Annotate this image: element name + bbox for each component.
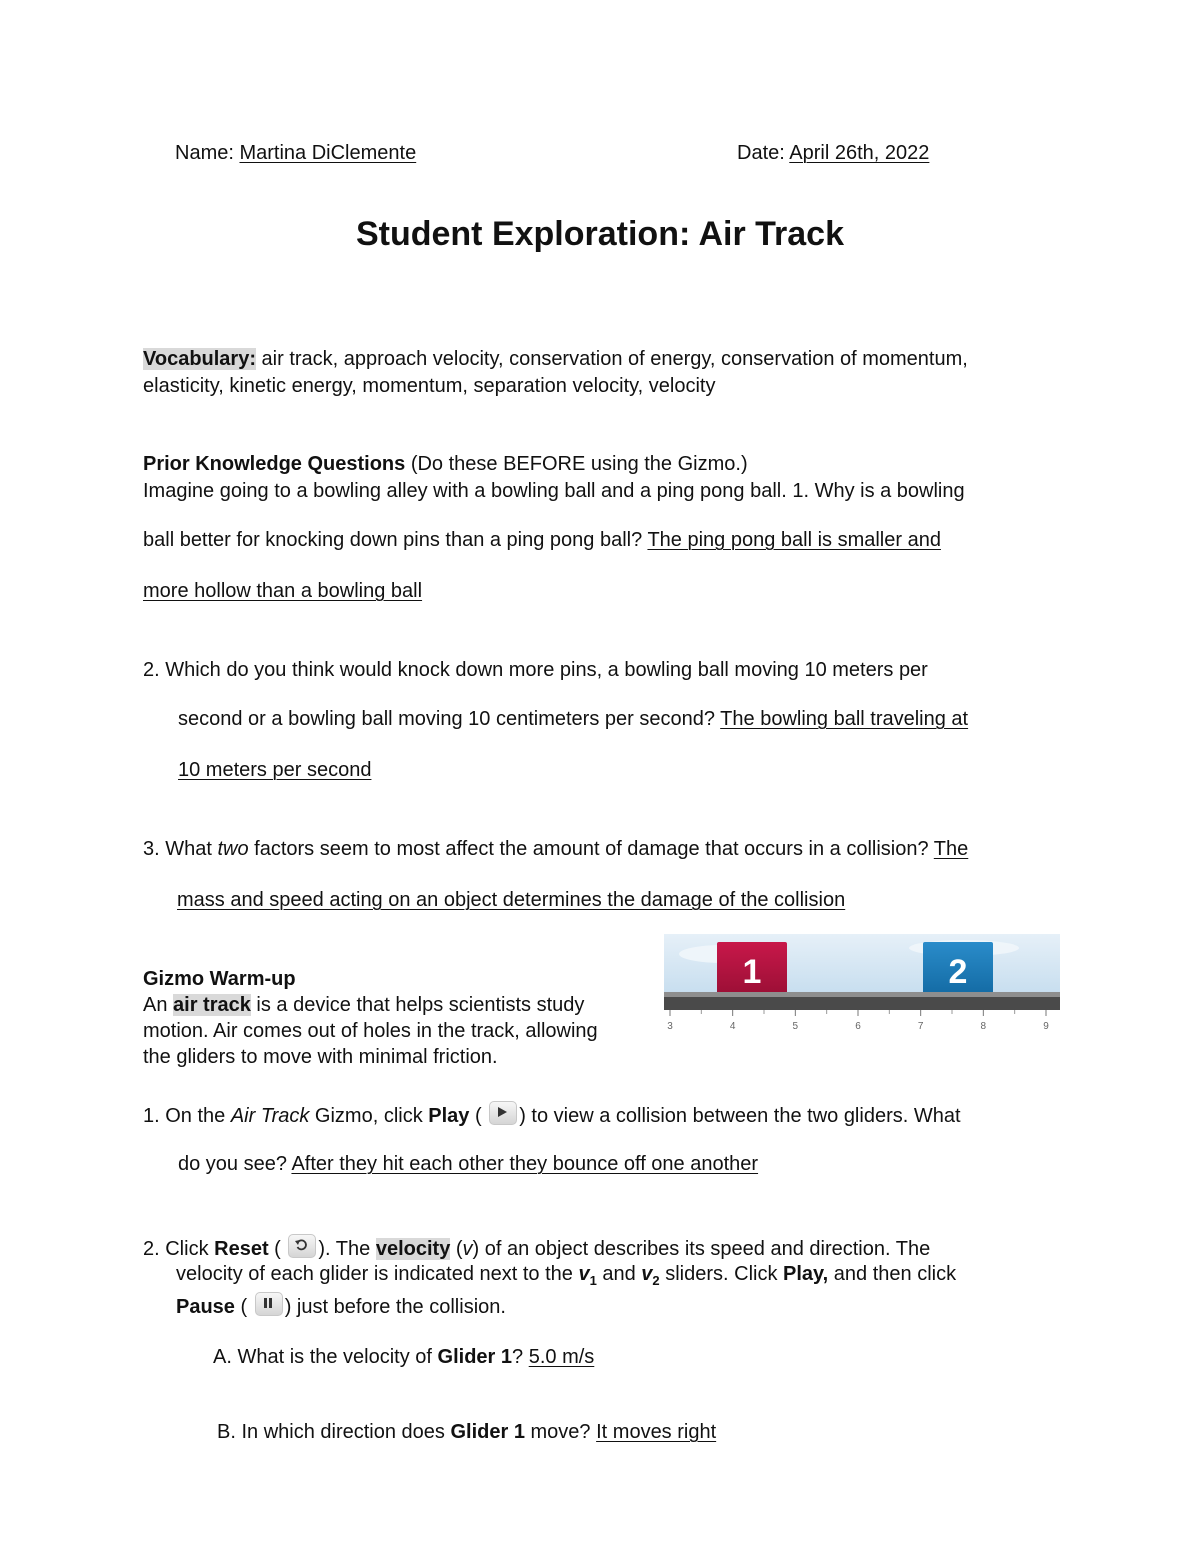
prior-q1-text: ball better for knocking down pins than a ping pong ball? bbox=[143, 529, 648, 551]
prior-q3-pre: 3. What bbox=[143, 838, 218, 860]
name-label: Name: bbox=[175, 142, 234, 164]
warmup-q1-pre: 1. On the bbox=[143, 1105, 231, 1127]
prior-q1-answer-b[interactable]: more hollow than a bowling ball bbox=[143, 580, 423, 602]
ruler-tick-label: 4 bbox=[729, 1021, 736, 1032]
vocabulary-line-1 bbox=[143, 346, 968, 372]
warmup-q2-after: ) of an object describes its speed and direction. The bbox=[472, 1238, 931, 1260]
warmup-p-post: is a device that helps scientists study bbox=[250, 994, 585, 1016]
date-value[interactable]: April 26th, 2022 bbox=[789, 142, 930, 164]
warmup-q2-pause-open: ( bbox=[234, 1296, 248, 1318]
prior-q3-answer-a[interactable]: The bbox=[933, 838, 969, 860]
qb-post: move? bbox=[524, 1421, 597, 1443]
ruler-tick-label: 9 bbox=[1043, 1021, 1049, 1032]
warmup-q2-mid: ). The bbox=[318, 1238, 376, 1260]
warmup-paragraph-1 bbox=[143, 992, 584, 1018]
warmup-q1-line2: do you see? bbox=[178, 1153, 292, 1175]
warmup-q1-em: Air Track bbox=[230, 1105, 310, 1127]
warmup-q2-line-2 bbox=[176, 1261, 956, 1287]
ruler-tick-label: 6 bbox=[855, 1021, 861, 1032]
play-label-2: Play, bbox=[783, 1263, 829, 1285]
page-title: Student Exploration: Air Track bbox=[355, 215, 845, 253]
velocity-term: velocity bbox=[375, 1238, 451, 1260]
air-track-image bbox=[664, 934, 1060, 1038]
warmup-q2-and: and bbox=[596, 1263, 642, 1285]
warmup-q2-line2-pre: velocity of each glider is indicated next to the bbox=[176, 1263, 579, 1285]
warmup-p-pre: An bbox=[143, 994, 174, 1016]
name-line bbox=[175, 140, 416, 166]
prior-q2-answer-a[interactable]: The bowling ball traveling at bbox=[720, 708, 969, 730]
prior-q2-line-2 bbox=[178, 706, 968, 732]
ruler-tick-label: 3 bbox=[667, 1021, 673, 1032]
warmup-q2-pre: 2. Click bbox=[143, 1238, 215, 1260]
warmup-q2-line2-end: and then click bbox=[828, 1263, 957, 1285]
warmup-heading: Gizmo Warm-up bbox=[143, 968, 296, 990]
date-label: Date: bbox=[737, 142, 785, 164]
qb-answer[interactable]: It moves right bbox=[596, 1421, 717, 1443]
warmup-q1-line-1 bbox=[143, 1101, 961, 1129]
prior-q3-answer-b[interactable]: mass and speed acting on an object determines the damage of the collision bbox=[177, 889, 846, 911]
v-symbol: v bbox=[462, 1238, 473, 1260]
qa-q: ? bbox=[512, 1346, 529, 1368]
qa-answer[interactable]: 5.0 m/s bbox=[528, 1346, 595, 1368]
prior-q1-line-1: Imagine going to a bowling alley with a bowling ball and a ping pong ball. 1. Why is a bowling bbox=[143, 480, 965, 502]
warmup-q2-v-open: ( bbox=[450, 1238, 463, 1260]
prior-q1-answer-a[interactable]: The ping pong ball is smaller and bbox=[647, 529, 941, 551]
warmup-q2-line-1 bbox=[143, 1234, 930, 1262]
qb-pre: B. In which direction does bbox=[217, 1421, 451, 1443]
prior-heading: Prior Knowledge Questions bbox=[143, 453, 406, 475]
air-track-term: air track bbox=[173, 994, 251, 1016]
warmup-q2-line2-post: sliders. Click bbox=[659, 1263, 784, 1285]
warmup-q1-open: ( bbox=[469, 1105, 482, 1127]
qa-pre: A. What is the velocity of bbox=[213, 1346, 438, 1368]
prior-heading-line bbox=[143, 451, 748, 477]
prior-q3-line-1 bbox=[143, 836, 968, 862]
reset-icon[interactable] bbox=[288, 1234, 316, 1258]
warmup-q1-close: ) to view a collision between the two gliders. What bbox=[519, 1105, 961, 1127]
prior-q3-em: two bbox=[217, 838, 249, 860]
vocabulary-label: Vocabulary: bbox=[143, 348, 256, 370]
vocabulary-text-1: air track, approach velocity, conservation of energy, conservation of momentum, bbox=[256, 348, 968, 370]
reset-label: Reset bbox=[214, 1238, 269, 1260]
prior-q1-line-2 bbox=[143, 527, 941, 553]
date-line bbox=[737, 140, 929, 166]
v1-subscript: 1 bbox=[589, 1273, 597, 1288]
qb-glider: Glider 1 bbox=[450, 1421, 525, 1443]
warmup-q2-line3-post: ) just before the collision. bbox=[284, 1296, 506, 1318]
question-a bbox=[213, 1344, 594, 1370]
v2-symbol: v bbox=[641, 1263, 653, 1285]
warmup-paragraph-2: motion. Air comes out of holes in the track, allowing bbox=[143, 1020, 598, 1042]
ruler bbox=[664, 1010, 1060, 1038]
qa-glider: Glider 1 bbox=[437, 1346, 513, 1368]
ruler-tick-label: 8 bbox=[980, 1021, 987, 1032]
prior-q2-answer-b[interactable]: 10 meters per second bbox=[178, 759, 372, 781]
question-b bbox=[217, 1419, 716, 1445]
vocabulary-line-2: elasticity, kinetic energy, momentum, separation velocity, velocity bbox=[143, 375, 716, 397]
play-label: Play bbox=[428, 1105, 470, 1127]
prior-heading-note: (Do these BEFORE using the Gizmo.) bbox=[405, 453, 748, 475]
play-icon[interactable] bbox=[489, 1101, 517, 1125]
prior-q3-post: factors seem to most affect the amount of damage that occurs in a collision? bbox=[248, 838, 934, 860]
pause-label: Pause bbox=[176, 1296, 235, 1318]
warmup-paragraph-3: the gliders to move with minimal friction. bbox=[143, 1046, 498, 1068]
prior-q2-line-1: 2. Which do you think would knock down more pins, a bowling ball moving 10 meters per bbox=[143, 659, 928, 681]
prior-q2-text: second or a bowling ball moving 10 centimeters per second? bbox=[178, 708, 721, 730]
glider-2-label: 2 bbox=[948, 953, 968, 991]
warmup-q1-line-2 bbox=[178, 1151, 758, 1177]
name-value[interactable]: Martina DiClemente bbox=[239, 142, 417, 164]
v1-symbol: v bbox=[578, 1263, 590, 1285]
pause-icon[interactable] bbox=[255, 1292, 283, 1316]
warmup-q1-answer[interactable]: After they hit each other they bounce off one another bbox=[291, 1153, 759, 1175]
track-body bbox=[664, 997, 1060, 1010]
glider-1-label: 1 bbox=[742, 953, 762, 991]
ruler-tick-label: 7 bbox=[917, 1021, 924, 1032]
warmup-q2-open: ( bbox=[268, 1238, 281, 1260]
ruler-tick-label: 5 bbox=[792, 1021, 799, 1032]
v2-subscript: 2 bbox=[652, 1273, 660, 1288]
warmup-q2-line-3 bbox=[176, 1292, 506, 1320]
warmup-q1-mid: Gizmo, click bbox=[309, 1105, 429, 1127]
